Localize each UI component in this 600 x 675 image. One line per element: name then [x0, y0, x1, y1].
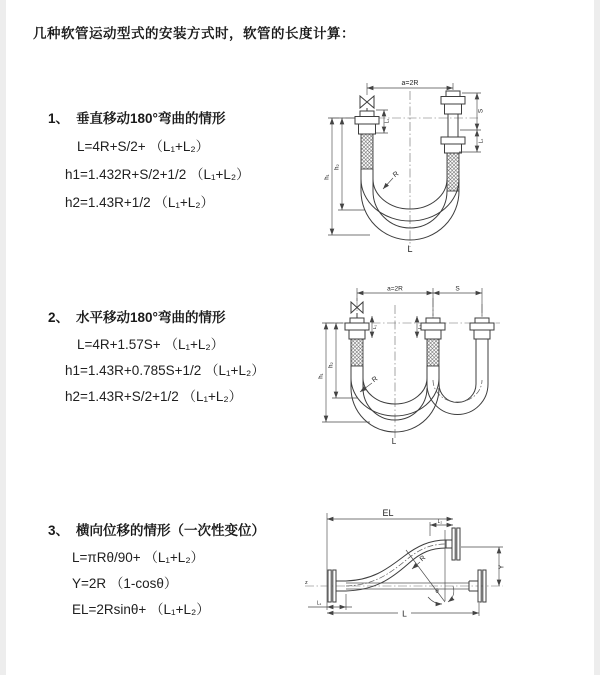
d1-label-L2: L₂ [478, 138, 485, 144]
radius-callout [412, 555, 427, 569]
braided-section [361, 134, 373, 169]
d1-label-L: L [407, 244, 413, 254]
d3-label-EL: EL [382, 508, 394, 518]
d2-label-h2: h₂ [328, 362, 335, 368]
section-2-heading [48, 306, 225, 326]
diagram-horizontal-180-bend [310, 280, 600, 455]
d1-label-a2r: a=2R [401, 80, 419, 87]
d3-label-L2: L₂ [437, 519, 443, 525]
section-3-title: 横向位移的情形（一次性变位） [76, 523, 266, 538]
section-3-number: 3、 [48, 523, 70, 538]
dimension-L [327, 594, 479, 619]
scan-edge-left [0, 0, 6, 675]
section-3-heading [48, 519, 265, 539]
formula-2-h1: h1=1.43R+0.785S+1/2 （L₁+L₂） [65, 363, 265, 378]
valve-icon [360, 96, 374, 111]
d2-label-L1: L₁ [372, 324, 378, 330]
d2-label-R: R [371, 375, 380, 385]
section-1-title: 垂直移动180°弯曲的情形 [76, 111, 226, 126]
d3-label-L: L [402, 608, 407, 619]
dimension-top-a2r-s [357, 286, 482, 317]
d1-label-R: R [392, 170, 401, 180]
right-hose-fitting [441, 91, 465, 191]
d3-label-L1: L₁ [316, 600, 322, 607]
left-hose-fitting [345, 318, 369, 366]
right-hose-fitting [470, 318, 494, 344]
d1-label-h2: h₂ [334, 164, 341, 170]
d1-label-L1: L₁ [384, 118, 391, 124]
d2-label-h1: h₁ [318, 373, 325, 379]
formula-3-EL: EL=2Rsinθ+ （L₁+L₂） [72, 602, 210, 617]
d3-label-z: z [305, 580, 308, 586]
formula-3-L: L=πRθ/90+ （L₁+L₂） [72, 550, 205, 565]
dimension-L1 [372, 316, 378, 338]
page-title: 几种软管运动型式的安装方式时，软管的长度计算： [33, 26, 355, 41]
radius-callout [383, 170, 400, 189]
diagram-vertical-180-bend [310, 75, 600, 260]
section-2-title: 水平移动180°弯曲的情形 [76, 310, 226, 325]
formula-2-h2: h2=1.43R+S/2+1/2 （L₁+L₂） [65, 389, 243, 404]
braided-section [427, 339, 439, 366]
formula-1-L: L=4R+S/2+ （L₁+L₂） [77, 139, 210, 154]
formula-2-L: L=4R+1.57S+ （L₁+L₂） [77, 337, 225, 352]
braided-section [447, 153, 459, 191]
angle-construction [406, 530, 454, 604]
d1-label-S: S [477, 108, 485, 114]
section-2-number: 2、 [48, 310, 70, 325]
braided-section [351, 339, 363, 366]
d2-label-L: L [391, 437, 397, 446]
upper-flange [446, 528, 460, 560]
d2-label-L2: L₂ [417, 324, 423, 330]
section-1-heading [48, 107, 225, 127]
formula-1-h1: h1=1.432R+S/2+1/2 （L₁+L₂） [65, 167, 250, 182]
formula-1-h2: h2=1.43R+1/2 （L₁+L₂） [65, 195, 215, 210]
middle-hose-fitting [421, 318, 445, 366]
d3-label-theta: θ [435, 589, 439, 595]
left-hose-fitting [355, 111, 379, 169]
d1-label-h1: h₁ [324, 174, 331, 180]
diagram-lateral-displacement [300, 500, 600, 645]
formula-3-Y: Y=2R （1-cosθ） [72, 576, 178, 591]
d3-label-R: R [418, 554, 428, 564]
section-1-number: 1、 [48, 111, 70, 126]
dimension-L2 [430, 519, 453, 536]
d3-label-Y: Y [498, 564, 506, 570]
d2-label-S: S [455, 285, 460, 293]
d2-label-a2r: a=2R [387, 285, 403, 293]
dimension-L2 [417, 316, 423, 338]
